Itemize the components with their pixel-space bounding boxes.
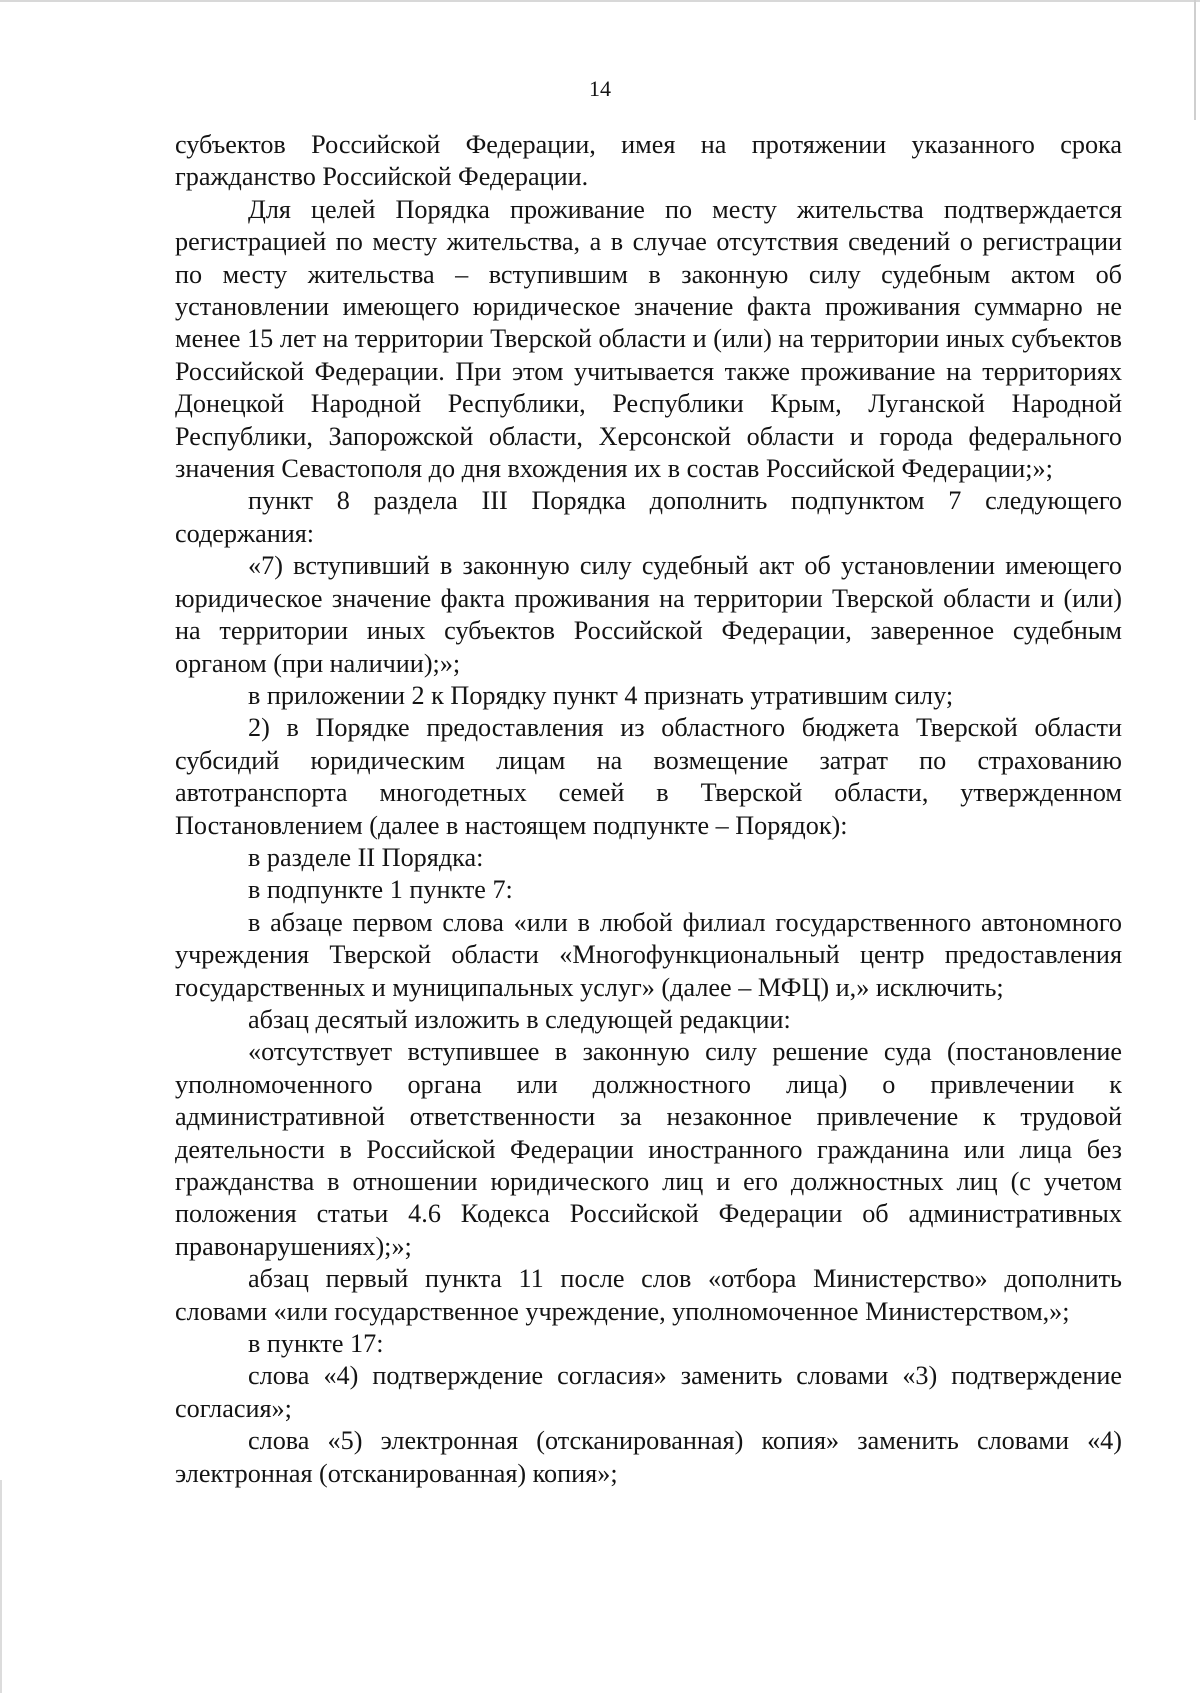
page-number: 14 [589, 76, 611, 101]
paragraph-1: субъектов Российской Федерации, имея на протяжении указанного срока гражданство Российской Федерации. [175, 130, 1122, 192]
paragraph-10: абзац десятый изложить в следующей редакции: [248, 1004, 791, 1034]
paragraph-4: «7) вступивший в законную силу судебный акт об установлении имеющего юридическое значение факта проживания на территории Тверской области и (или) на территории иных субъектов Российской Федерации, заверенное судебным органом (при наличии);»; [175, 551, 1122, 678]
scan-edge-left [0, 1480, 2, 1693]
paragraph-5: в приложении 2 к Порядку пункт 4 признать утратившим силу; [248, 680, 954, 710]
paragraph-3: пункт 8 раздела III Порядка дополнить подпунктом 7 следующего содержания: [175, 486, 1122, 548]
scan-edge-top [0, 0, 1200, 2]
document-body [175, 129, 1122, 1490]
paragraph-7: в разделе II Порядка: [248, 842, 484, 872]
paragraph-15: слова «5) электронная (отсканированная) копия» заменить словами «4) электронная (отсканированная) копия»; [175, 1426, 1122, 1488]
paragraph-13: в пункте 17: [248, 1329, 384, 1359]
paragraph-2: Для целей Порядка проживание по месту жительства подтверждается регистрацией по месту жительства, а в случае отсутствия сведений о регистрации по месту жительства – вступившим в законную силу судебным актом об установлении имеющего юридическое значение факта проживания суммарно не менее 15 лет на территории Тверской области и (или) на территории иных субъектов Российской Федерации. При этом учитывается также проживание на территориях Донецкой Народной Республики, Республики Крым, Луганской Народной Республики, Запорожской области, Херсонской области и города федерального значения Севастополя до дня вхождения их в состав Российской Федерации;»; [175, 194, 1122, 484]
paragraph-12: абзац первый пункта 11 после слов «отбора Министерство» дополнить словами «или государственное учреждение, уполномоченное Министерством,»; [175, 1264, 1122, 1326]
paragraph-9: в абзаце первом слова «или в любой филиал государственного автономного учреждения Тверской области «Многофункциональный центр предоставления государственных и муниципальных услуг» (далее – МФЦ) и,» исключить; [175, 907, 1122, 1002]
paragraph-8: в подпункте 1 пункте 7: [248, 875, 513, 905]
paragraph-6: 2) в Порядке предоставления из областного бюджета Тверской области субсидий юридическим лицам на возмещение затрат по страхованию автотранспорта многодетных семей в Тверской области, утвержденном Постановлением (далее в настоящем подпункте – Порядок): [175, 713, 1122, 840]
paragraph-11: «отсутствует вступившее в законную силу решение суда (постановление уполномоченного органа или должностного лица) о привлечении к административной ответственности за незаконное привлечение к трудовой деятельности в Российской Федерации иностранного гражданина или лица без гражданства в отношении юридического лиц и его должностных лиц (с учетом положения статьи 4.6 Кодекса Российской Федерации об административных правонарушениях);»; [175, 1037, 1122, 1261]
paragraph-14: слова «4) подтверждение согласия» заменить словами «3) подтверждение согласия»; [175, 1361, 1122, 1423]
